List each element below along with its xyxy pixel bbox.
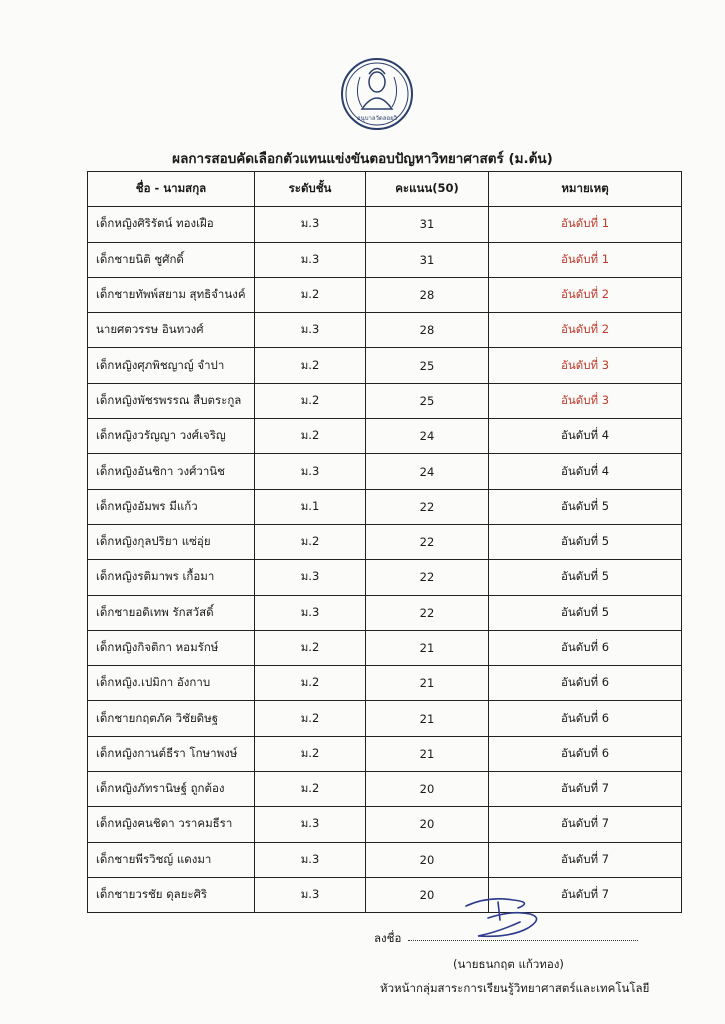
cell-level: ม.2 [255,348,366,383]
cell-score: 20 [366,877,489,912]
table-row [88,772,682,807]
cell-name: เด็กหญิงภัทรานิษฐ์ ถูกต้อง [88,772,255,807]
cell-level: ม.3 [255,877,366,912]
cell-score: 20 [366,842,489,877]
cell-score: 21 [366,666,489,701]
cell-level: ม.3 [255,807,366,842]
cell-note: อันดับที่ 7 [489,842,682,877]
cell-score: 31 [366,242,489,277]
cell-score: 24 [366,454,489,489]
cell-name: เด็กหญิงศิริรัตน์ ทองเฝือ [88,207,255,242]
school-seal-logo [340,57,414,131]
cell-note: อันดับที่ 1 [489,242,682,277]
cell-note: อันดับที่ 7 [489,807,682,842]
cell-level: ม.2 [255,666,366,701]
cell-score: 22 [366,560,489,595]
cell-score: 20 [366,807,489,842]
cell-name: เด็กหญิงพัชรพรรณ สืบตระกูล [88,383,255,418]
table-row [88,842,682,877]
header-note: หมายเหตุ [489,172,682,207]
cell-score: 25 [366,383,489,418]
cell-score: 28 [366,313,489,348]
cell-score: 31 [366,207,489,242]
cell-score: 22 [366,595,489,630]
cell-score: 24 [366,419,489,454]
cell-name: เด็กหญิง.เปมิกา อังกาบ [88,666,255,701]
cell-name: เด็กหญิงกุลปริยา แซ่อุ่ย [88,524,255,559]
cell-level: ม.2 [255,383,366,418]
cell-level: ม.1 [255,489,366,524]
table-row [88,313,682,348]
table-row [88,807,682,842]
header-name: ชื่อ - นามสกุล [88,172,255,207]
cell-level: ม.2 [255,419,366,454]
results-table [87,171,682,913]
table-row [88,277,682,312]
cell-level: ม.2 [255,736,366,771]
cell-name: เด็กชายกฤตภัค วิชัยดิษฐ [88,701,255,736]
cell-level: ม.3 [255,454,366,489]
table-row [88,666,682,701]
cell-name: เด็กชายวรชัย ดุลยะศิริ [88,877,255,912]
table-row [88,630,682,665]
cell-note: อันดับที่ 6 [489,701,682,736]
handwritten-signature [458,892,568,947]
page-title: ผลการสอบคัดเลือกตัวแทนแข่งขันตอบปัญหาวิทยาศาสตร์ (ม.ต้น) [172,151,553,167]
cell-score: 20 [366,772,489,807]
cell-name: เด็กหญิงอันชิกา วงศ์วานิช [88,454,255,489]
cell-note: อันดับที่ 7 [489,772,682,807]
cell-level: ม.2 [255,630,366,665]
cell-score: 25 [366,348,489,383]
cell-note: อันดับที่ 3 [489,383,682,418]
cell-name: เด็กชายนิติ ชูศักดิ์ [88,242,255,277]
table-row [88,595,682,630]
logo-caption: อนุบาลวัดลอยวิ [357,115,397,122]
table-row [88,560,682,595]
cell-note: อันดับที่ 5 [489,489,682,524]
table-header-row [88,172,682,207]
cell-name: เด็กหญิงฅนชิดา วราคมธีรา [88,807,255,842]
cell-note: อันดับที่ 5 [489,595,682,630]
cell-note: อันดับที่ 1 [489,207,682,242]
table-row [88,736,682,771]
table-row [88,489,682,524]
table-row [88,524,682,559]
table-row [88,419,682,454]
cell-name: นายศตวรรษ อินทวงศ์ [88,313,255,348]
cell-level: ม.3 [255,242,366,277]
signature-label: ลงชื่อ [374,931,402,945]
cell-level: ม.3 [255,313,366,348]
cell-note: อันดับที่ 2 [489,277,682,312]
table-row [88,348,682,383]
cell-name: เด็กชายทัพพ์สยาม สุทธิจำนงค์ [88,277,255,312]
cell-note: อันดับที่ 7 [489,877,682,912]
cell-note: อันดับที่ 4 [489,419,682,454]
cell-name: เด็กหญิงศุภพิชญาญ์ จำปา [88,348,255,383]
cell-note: อันดับที่ 2 [489,313,682,348]
table-row [88,383,682,418]
table-row [88,242,682,277]
cell-score: 21 [366,736,489,771]
signer-name: (นายธนกฤต แก้วทอง) [453,957,564,971]
cell-score: 22 [366,524,489,559]
table-row [88,877,682,912]
header-score: คะแนน(50) [366,172,489,207]
cell-note: อันดับที่ 6 [489,630,682,665]
table-row [88,701,682,736]
cell-level: ม.3 [255,595,366,630]
cell-name: เด็กชายพีรวิชญ์ แดงมา [88,842,255,877]
table-row [88,207,682,242]
cell-score: 21 [366,701,489,736]
cell-level: ม.2 [255,277,366,312]
cell-note: อันดับที่ 5 [489,560,682,595]
cell-note: อันดับที่ 6 [489,736,682,771]
cell-level: ม.2 [255,772,366,807]
cell-note: อันดับที่ 6 [489,666,682,701]
cell-name: เด็กหญิงกิจติกา หอมรักษ์ [88,630,255,665]
cell-name: เด็กหญิงอัมพร มีแก้ว [88,489,255,524]
cell-level: ม.3 [255,560,366,595]
cell-level: ม.3 [255,842,366,877]
cell-level: ม.2 [255,524,366,559]
signer-position: หัวหน้ากลุ่มสาระการเรียนรู้วิทยาศาสตร์และเทคโนโลยี [380,981,650,995]
cell-note: อันดับที่ 5 [489,524,682,559]
cell-score: 28 [366,277,489,312]
cell-level: ม.2 [255,701,366,736]
cell-score: 21 [366,630,489,665]
cell-name: เด็กหญิงกานต์ธีรา โกษาพงษ์ [88,736,255,771]
signature-line [408,940,638,941]
header-level: ระดับชั้น [255,172,366,207]
table-row [88,454,682,489]
cell-level: ม.3 [255,207,366,242]
cell-name: เด็กชายอดิเทพ รักสวัสดิ์ [88,595,255,630]
cell-name: เด็กหญิงรติมาพร เกื้อมา [88,560,255,595]
cell-note: อันดับที่ 3 [489,348,682,383]
cell-score: 22 [366,489,489,524]
cell-note: อันดับที่ 4 [489,454,682,489]
cell-name: เด็กหญิงวรัญญา วงศ์เจริญ [88,419,255,454]
